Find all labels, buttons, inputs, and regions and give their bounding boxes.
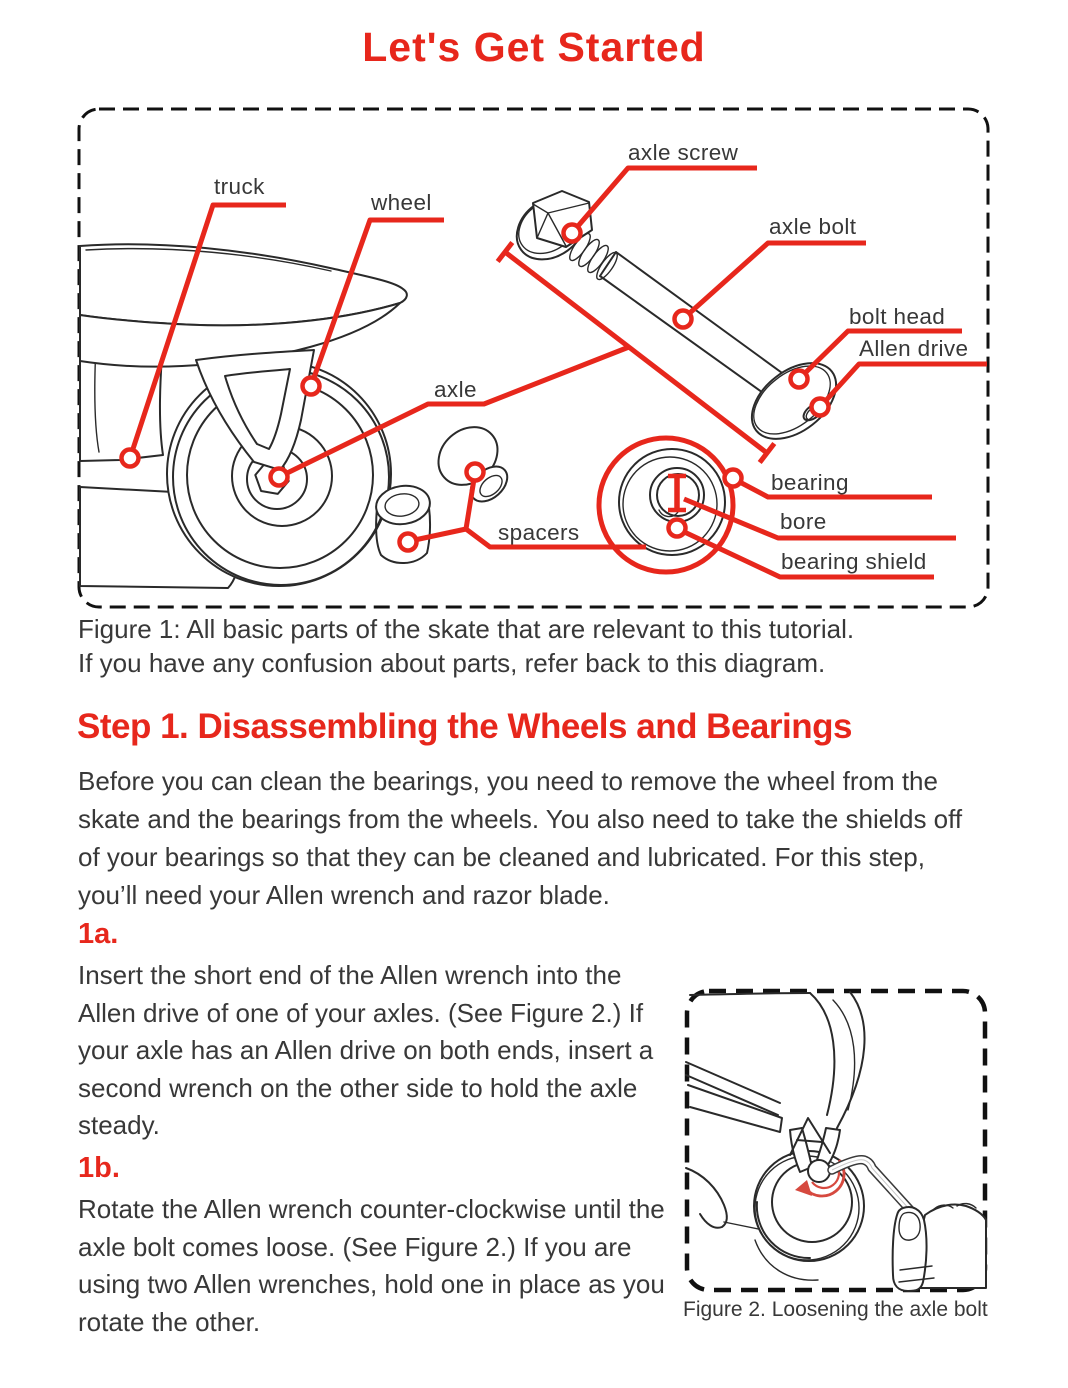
label-spacers: spacers [498, 520, 580, 545]
hand-drawing [893, 1204, 986, 1291]
label-bearing: bearing [771, 470, 849, 495]
figure2-panel [686, 991, 986, 1291]
leader-axle-screw [572, 168, 757, 233]
skate-deck-drawing [80, 244, 407, 366]
substep-1a-text: Insert the short end of the Allen wrench into the Allen drive of one of your axles. (See Figure 2.) If your axle has an Allen drive on both ends, insert a second wrench on the other side to hold the axle steady. [78, 960, 654, 1140]
figure1-panel [79, 109, 988, 607]
leader-axle-bolt [683, 243, 866, 319]
label-bore: bore [780, 509, 827, 534]
figure1-caption-line2: If you have any confusion about parts, refer back to this diagram. [78, 648, 826, 678]
figure2-drawing [686, 992, 986, 1291]
figure1-caption [78, 612, 1008, 680]
figure1-caption-line1: Figure 1: All basic parts of the skate that are relevant to this tutorial. [78, 614, 855, 644]
label-bearing-shield: bearing shield [781, 549, 927, 574]
leader-allen-drive [820, 364, 987, 407]
figure2-caption: Figure 2. Loosening the axle bolt [683, 1298, 988, 1321]
bearing-drawing [619, 449, 725, 555]
substep-1b-text: Rotate the Allen wrench counter-clockwise until the axle bolt comes loose. (See Figure 2.) If you are using two Allen wrenches, hold one in place as you rotate the other. [78, 1194, 665, 1337]
page-title: Let's Get Started [362, 24, 706, 70]
label-truck: truck [214, 174, 265, 199]
spacers-drawing [374, 415, 514, 563]
substep-1b-label: 1b. [78, 1152, 120, 1184]
label-axle-bolt: axle bolt [769, 214, 857, 239]
substep-1a-label: 1a. [78, 918, 119, 950]
label-axle-screw: axle screw [628, 140, 739, 165]
label-bolt-head: bolt head [849, 304, 946, 329]
step1-intro: Before you can clean the bearings, you need to remove the wheel from the skate and the bearings from the wheels. You also need to take the shields off of your bearings so that they can be cleaned and lubricated. For this step, you’ll need your Allen wrench and razor blade. [78, 766, 963, 910]
label-axle: axle [434, 377, 477, 402]
label-allen-drive: Allen drive [859, 336, 969, 361]
label-wheel: wheel [371, 190, 432, 215]
step1-heading: Step 1. Disassembling the Wheels and Bearings [77, 707, 852, 746]
